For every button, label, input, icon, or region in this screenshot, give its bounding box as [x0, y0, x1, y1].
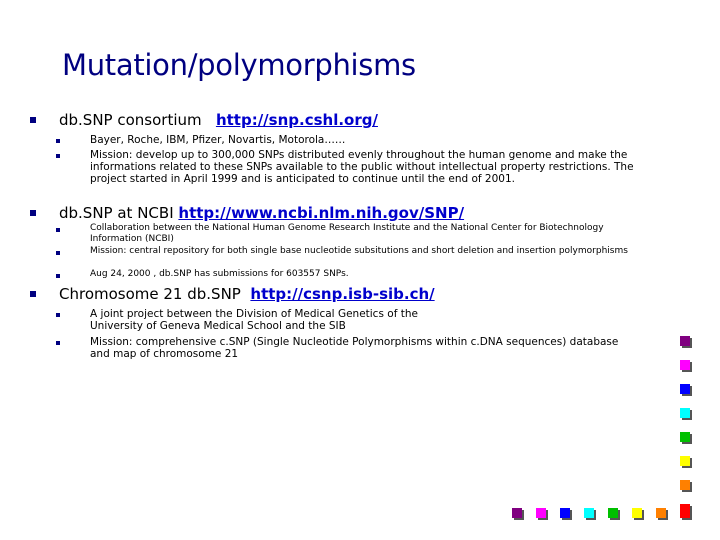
bullet-icon: [56, 274, 60, 278]
decorative-square: [680, 360, 690, 370]
bullet-icon: [30, 210, 36, 216]
bullet-icon: [56, 313, 60, 317]
decorative-square: [680, 432, 690, 442]
decorative-square: [656, 508, 666, 518]
slide-title: Mutation/polymorphisms: [62, 48, 416, 82]
decorative-square: [680, 384, 690, 394]
bullet-icon: [56, 228, 60, 232]
list-item-text: Mission: central repository for both single base nucleotide subsitutions and short deletion and insertion polymorphisms: [90, 246, 628, 256]
list-item-text: Mission: develop up to 300,000 SNPs distributed evenly throughout the human genome and make the informations related to these SNPs available to the public without intellectual property restrictions. The project started in April 1999 and is anticipated to continue until the end of 2001.: [90, 149, 634, 185]
decorative-square: [680, 508, 690, 518]
decorative-square: [608, 508, 618, 518]
section-link[interactable]: http://snp.cshl.org/: [215, 111, 378, 129]
section-heading: db.SNP consortium: [59, 111, 202, 129]
bullet-icon: [30, 117, 36, 123]
bullet-icon: [56, 341, 60, 345]
bullet-icon: [56, 139, 60, 143]
decorative-square: [584, 508, 594, 518]
list-item-text: Collaboration between the National Human Genome Research Institute and the National Center for Biotechnology Information (NCBI): [90, 223, 604, 244]
decorative-square: [560, 508, 570, 518]
decorative-square: [680, 408, 690, 418]
decorative-square: [632, 508, 642, 518]
bullet-icon: [56, 251, 60, 255]
bullet-icon: [56, 154, 60, 158]
decorative-square: [680, 480, 690, 490]
decorative-square: [536, 508, 546, 518]
list-item-text: Bayer, Roche, IBM, Pfizer, Novartis, Motorola……: [90, 134, 346, 146]
decorative-square: [680, 336, 690, 346]
section-link[interactable]: http://csnp.isb-sib.ch/: [250, 285, 435, 303]
bullet-icon: [30, 291, 36, 297]
decorative-square: [680, 456, 690, 466]
list-item-text: Mission: comprehensive c.SNP (Single Nucleotide Polymorphisms within c.DNA sequences) database and map of chromosome 21: [90, 336, 619, 360]
section-heading: Chromosome 21 db.SNP: [59, 285, 241, 303]
list-item-text: A joint project between the Division of Medical Genetics of the University of Geneva Medical School and the SIB: [90, 308, 418, 332]
section-heading: db.SNP at NCBI: [59, 204, 174, 222]
section-link[interactable]: http://www.ncbi.nlm.nih.gov/SNP/: [178, 204, 465, 222]
decorative-square: [512, 508, 522, 518]
list-item-text: Aug 24, 2000 , db.SNP has submissions for 603557 SNPs.: [90, 269, 349, 279]
